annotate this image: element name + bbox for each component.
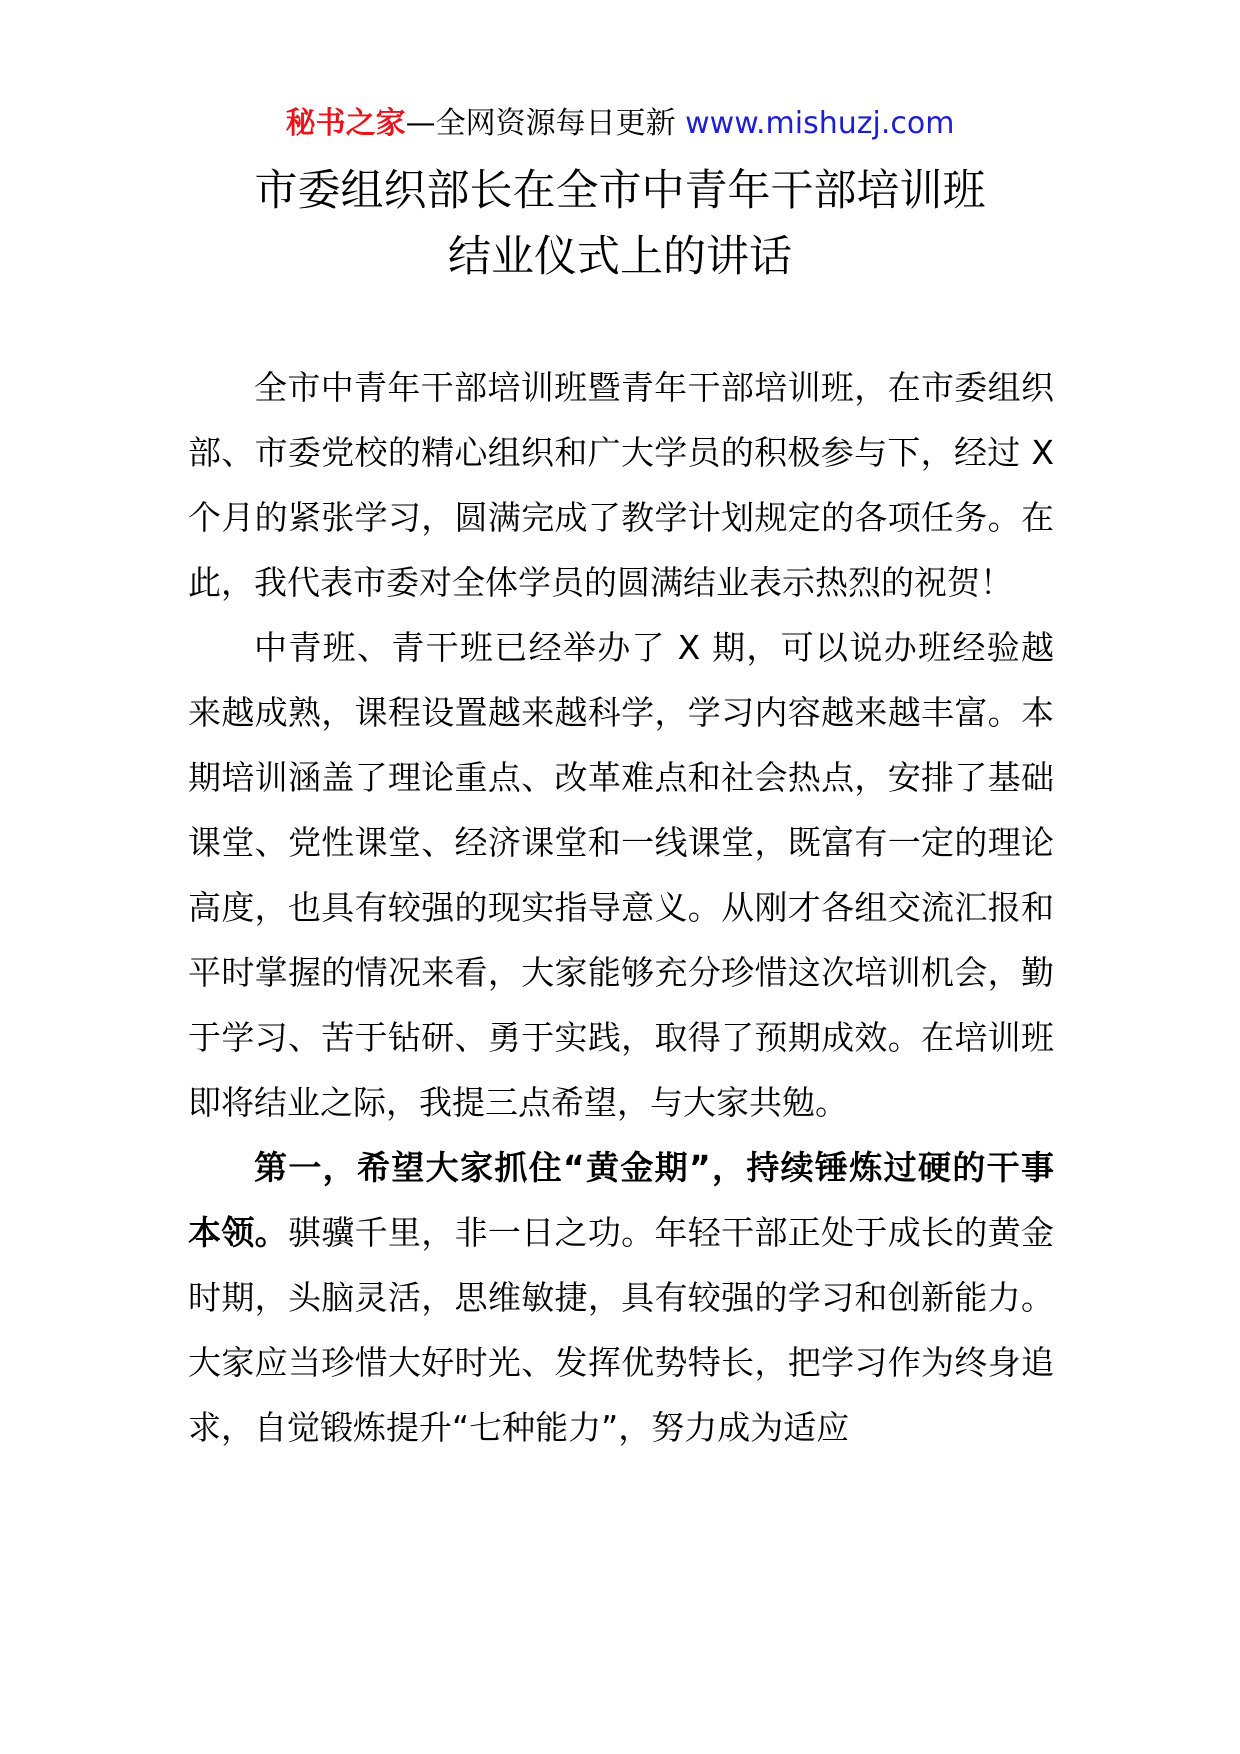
document-title — [0, 158, 1240, 290]
title-line-1: 市委组织部长在全市中青年干部培训班 — [254, 166, 986, 216]
site-url-link[interactable]: www.mishuzj.com — [685, 106, 955, 141]
paragraph-3-lead: 第一，希望大家抓住“黄金期”，持续锤炼过硬的干事本领。 — [188, 1148, 1054, 1252]
site-header — [0, 100, 1240, 148]
paragraph-3 — [188, 1135, 1054, 1460]
paragraph-2: 中青班、青干班已经举办了 X 期，可以说办班经验越来越成熟，课程设置越来越科学，学习内容越来越丰富。本期培训涵盖了理论重点、改革难点和社会热点，安排了基础课堂、党性课堂、经济课堂和一线课堂，既富有一定的理论高度，也具有较强的现实指导意义。从刚才各组交流汇报和平时掌握的情况来看，大家能够充分珍惜这次培训机会，勤于学习、苦于钻研、勇于实践，取得了预期成效。在培训班即将结业之际，我提三点希望，与大家共勉。 — [188, 628, 1054, 1122]
document-body — [188, 355, 1054, 1460]
paragraph-3-text: 骐骥千里，非一日之功。年轻干部正处于成长的黄金时期，头脑灵活，思维敏捷，具有较强的学习和创新能力。大家应当珍惜大好时光、发挥优势特长，把学习作为终身追求，自觉锻炼提升“七种能力”，努力成为适应 — [188, 1213, 1055, 1447]
paragraph-1: 全市中青年干部培训班暨青年干部培训班，在市委组织部、市委党校的精心组织和广大学员的积极参与下，经过 X 个月的紧张学习，圆满完成了教学计划规定的各项任务。在此，我代表市委对全体学员的圆满结业表示热烈的祝贺！ — [188, 368, 1054, 602]
site-tagline: —全网资源每日更新 — [405, 106, 686, 141]
title-line-2: 结业仪式上的讲话 — [448, 232, 792, 282]
site-brand: 秘书之家 — [285, 106, 406, 141]
